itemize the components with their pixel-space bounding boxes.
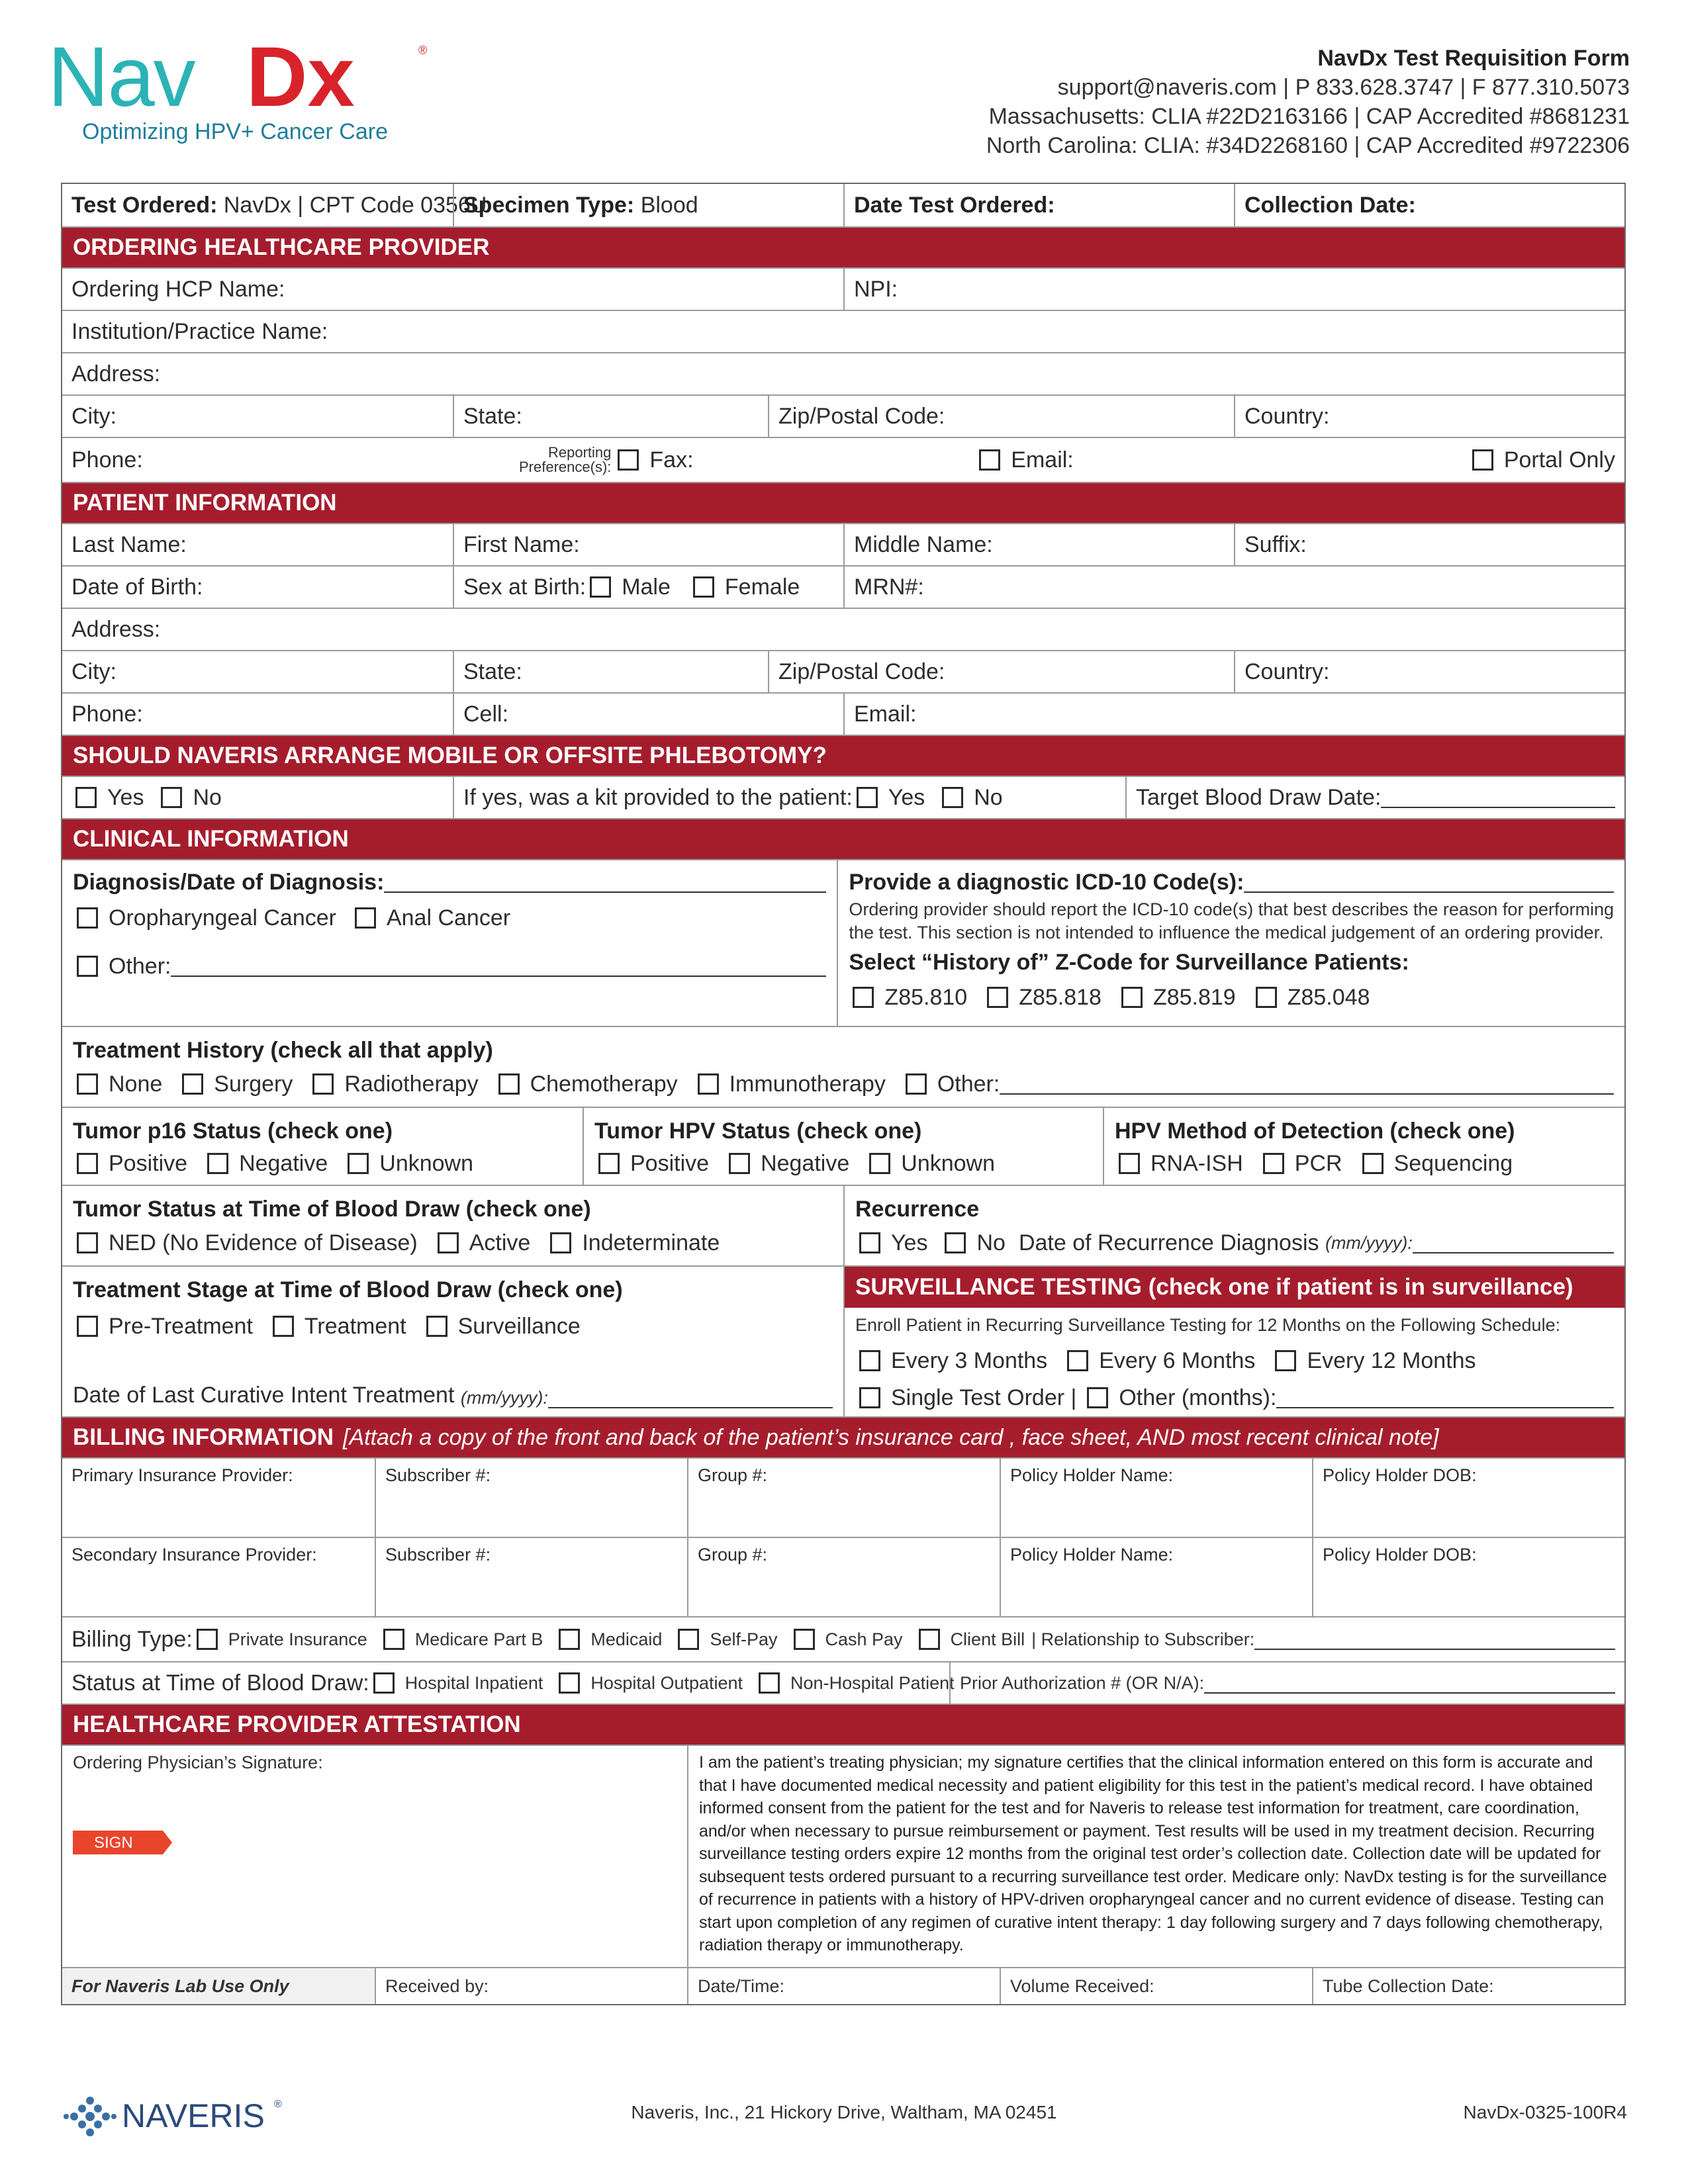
kit-no-label: No: [974, 784, 1003, 810]
dob-field[interactable]: [62, 567, 453, 608]
treatment-other-label: Other:: [937, 1071, 1000, 1097]
patient-cell-field[interactable]: [453, 694, 843, 735]
target-date-input[interactable]: [1381, 787, 1615, 808]
surveillance-other-input[interactable]: [1276, 1387, 1614, 1408]
treatment-history-title: Treatment History (check all that apply): [73, 1037, 493, 1063]
patient-phone-field[interactable]: [62, 694, 453, 735]
first-name-field[interactable]: [453, 524, 843, 565]
tumor-status-checkbox[interactable]: [550, 1232, 571, 1253]
diagnosis-other-checkbox[interactable]: [77, 956, 98, 977]
specimen-value: Blood: [640, 192, 698, 218]
primary-holder-dob-field[interactable]: [1312, 1459, 1624, 1537]
treatment-stage-title: Treatment Stage at Time of Blood Draw (check one): [73, 1277, 623, 1302]
billing-type-checkbox[interactable]: [559, 1629, 580, 1650]
billing-type-checkbox[interactable]: [197, 1629, 218, 1650]
stage-option-label: Pre-Treatment: [109, 1313, 253, 1339]
anal-cancer-label: Anal Cancer: [386, 905, 511, 931]
treatment-option-label: Radiotherapy: [344, 1071, 479, 1097]
tumor-status-option-label: Indeterminate: [582, 1230, 720, 1255]
kit-question-label: If yes, was a kit provided to the patient:: [463, 784, 853, 810]
p16-option-label: Negative: [239, 1150, 328, 1176]
stage-option-label: Surveillance: [457, 1313, 581, 1339]
logo-tagline: Optimizing HPV+ Cancer Care: [82, 119, 389, 144]
contact-line: support@naveris.com | P 833.628.3747 | F 877.310.5073: [1057, 75, 1630, 100]
prior-auth-input[interactable]: [1204, 1672, 1615, 1694]
provider-address-field[interactable]: [62, 353, 1624, 394]
provider-country-label: Country:: [1244, 403, 1330, 429]
recurrence-date-label: Date of Recurrence Diagnosis: [1018, 1230, 1319, 1255]
billing-type-label: Billing Type:: [71, 1626, 193, 1652]
single-test-label: Single Test Order: [891, 1385, 1065, 1410]
billing-type-option-label: Medicaid: [590, 1629, 663, 1649]
prior-auth-label: Prior Authorization # (OR N/A):: [960, 1672, 1205, 1693]
tumor-status-checkbox[interactable]: [438, 1232, 459, 1253]
dob-label: Date of Birth:: [71, 574, 203, 600]
primary-holder-name-field[interactable]: [1000, 1459, 1312, 1537]
reporting-line1: Reporting: [548, 444, 612, 461]
icd-note-2: the test. This section is not intended to influence the medical judgement of an ordering provider.: [849, 922, 1604, 942]
institution-field[interactable]: [62, 311, 1624, 352]
treatment-checkbox[interactable]: [498, 1073, 520, 1095]
provider-phone-row: [62, 437, 1624, 482]
p16-checkbox[interactable]: [348, 1153, 369, 1174]
method-checkbox[interactable]: [1263, 1153, 1284, 1174]
tube-collection-date-label: Tube Collection Date:: [1323, 1976, 1494, 1996]
target-date-label: Target Blood Draw Date:: [1136, 784, 1382, 810]
form-title: NavDx Test Requisition Form: [1317, 46, 1630, 71]
provider-city-label: City:: [71, 403, 117, 429]
surveillance-checkbox[interactable]: [859, 1350, 880, 1371]
billing-type-option-label: Self-Pay: [710, 1629, 778, 1649]
collection-date-label: Collection Date:: [1244, 192, 1416, 218]
provider-zip-field[interactable]: [768, 396, 1234, 437]
ma-accreditation: Massachusetts: CLIA #22D2163166 | CAP Accredited #8681231: [988, 104, 1630, 129]
male-checkbox[interactable]: [590, 576, 611, 598]
nc-accreditation: North Carolina: CLIA: #34D2268160 | CAP Accredited #9722306: [986, 133, 1630, 158]
surveillance-testing-title: SURVEILLANCE TESTING (check one if patient is in surveillance): [845, 1267, 1624, 1308]
kit-yes-checkbox[interactable]: [857, 787, 878, 808]
patient-phone-label: Phone:: [71, 701, 143, 727]
specimen-label: Specimen Type:: [463, 192, 635, 218]
provider-city-field[interactable]: [62, 396, 453, 437]
npi-field[interactable]: [843, 269, 1624, 310]
test-ordered-label: Test Ordered:: [71, 192, 218, 218]
hpv-option-label: Unknown: [901, 1150, 996, 1176]
secondary-holder-dob-label: Policy Holder DOB:: [1323, 1545, 1477, 1565]
single-test-checkbox[interactable]: [859, 1387, 880, 1408]
treatment-option-label: Surgery: [214, 1071, 293, 1097]
fax-label: Fax:: [649, 447, 694, 473]
diagnosis-other-input[interactable]: [171, 956, 826, 977]
last-treatment-label: Date of Last Curative Intent Treatment: [73, 1383, 455, 1408]
billing-type-option-label: Medicare Part B: [414, 1629, 543, 1649]
npi-label: NPI:: [854, 276, 898, 302]
treatment-checkbox[interactable]: [77, 1073, 98, 1095]
hpv-option-label: Negative: [761, 1150, 850, 1176]
surveillance-note: Enroll Patient in Recurring Surveillance Testing for 12 Months on the Following Schedule:: [855, 1314, 1561, 1335]
method-checkbox[interactable]: [1119, 1153, 1140, 1174]
stage-checkbox[interactable]: [273, 1316, 294, 1337]
header-contact: [986, 44, 1630, 160]
billing-type-option-label: Client Bill: [950, 1629, 1025, 1649]
first-name-label: First Name:: [463, 531, 580, 557]
method-option-label: RNA-ISH: [1150, 1150, 1243, 1176]
secondary-insurance-label: Secondary Insurance Provider:: [71, 1545, 317, 1565]
stage-option-label: Treatment: [304, 1313, 406, 1339]
hpv-checkbox[interactable]: [869, 1153, 890, 1174]
surveillance-separator: |: [1070, 1385, 1077, 1410]
recurrence-yes-label: Yes: [891, 1230, 928, 1255]
volume-received-field[interactable]: [1000, 1968, 1312, 2004]
navdx-logo: [48, 30, 445, 124]
secondary-holder-name-label: Policy Holder Name:: [1010, 1545, 1174, 1565]
billing-title: BILLING INFORMATION: [73, 1424, 334, 1450]
secondary-insurance-field[interactable]: [62, 1538, 375, 1616]
status-option-label: Hospital Outpatient: [590, 1672, 743, 1693]
surveillance-checkbox[interactable]: [1067, 1350, 1088, 1371]
female-label: Female: [724, 574, 800, 600]
hcp-name-label: Ordering HCP Name:: [71, 276, 285, 302]
recurrence-yes-checkbox[interactable]: [859, 1232, 880, 1253]
mrn-label: MRN#:: [854, 574, 924, 600]
billing-type-checkbox[interactable]: [383, 1629, 404, 1650]
p16-option-label: Unknown: [379, 1150, 474, 1176]
patient-zip-label: Zip/Postal Code:: [778, 659, 945, 684]
surveillance-option-label: Every 12 Months: [1307, 1347, 1476, 1373]
zcode-label: Z85.818: [1019, 984, 1102, 1010]
date-test-ordered-field[interactable]: [843, 184, 1234, 226]
test-info-row: [62, 184, 1624, 226]
provider-state-field[interactable]: [453, 396, 768, 437]
secondary-group-field[interactable]: [687, 1538, 1000, 1616]
zcode-checkbox[interactable]: [1121, 987, 1143, 1008]
billing-type-checkbox[interactable]: [919, 1629, 940, 1650]
recurrence-date-format: (mm/yyyy):: [1325, 1232, 1413, 1253]
icd-code-input[interactable]: [1244, 872, 1614, 893]
mrn-field[interactable]: [843, 567, 1624, 608]
date-ordered-label: Date Test Ordered:: [854, 192, 1055, 218]
p16-checkbox[interactable]: [77, 1153, 98, 1174]
zcode-checkbox[interactable]: [987, 987, 1008, 1008]
p16-checkbox[interactable]: [207, 1153, 228, 1174]
p16-option-label: Positive: [109, 1150, 188, 1176]
requisition-form: [61, 183, 1626, 2005]
provider-phone-field[interactable]: [62, 438, 519, 482]
primary-insurance-label: Primary Insurance Provider:: [71, 1465, 293, 1485]
surveillance-checkbox[interactable]: [1275, 1350, 1296, 1371]
primary-subscriber-label: Subscriber #:: [385, 1465, 491, 1485]
zcode-label: Z85.819: [1152, 984, 1236, 1010]
diagnosis-other-label: Other:: [109, 953, 171, 979]
middle-name-label: Middle Name:: [854, 531, 993, 557]
footer-address: Naveris, Inc., 21 Hickory Drive, Waltham, MA 02451: [631, 2102, 1057, 2122]
oropharyngeal-checkbox[interactable]: [77, 907, 98, 929]
volume-received-label: Volume Received:: [1010, 1976, 1154, 1996]
relationship-input[interactable]: [1254, 1629, 1615, 1650]
zcode-checkbox[interactable]: [853, 987, 874, 1008]
hpv-checkbox[interactable]: [729, 1153, 750, 1174]
patient-email-label: Email:: [854, 701, 917, 727]
stage-checkbox[interactable]: [426, 1316, 447, 1337]
zcode-label: Z85.810: [884, 984, 968, 1010]
date-time-field[interactable]: [687, 1968, 1000, 2004]
hcp-name-field[interactable]: [62, 269, 843, 310]
hpv-method-title: HPV Method of Detection (check one): [1115, 1118, 1515, 1144]
sign-tag-text: SIGN: [94, 1834, 133, 1852]
recurrence-no-label: No: [976, 1230, 1006, 1255]
phlebotomy-no-checkbox[interactable]: [161, 787, 182, 808]
patient-address-label: Address:: [71, 616, 161, 642]
zcode-checkbox[interactable]: [1256, 987, 1277, 1008]
naveris-registered: ®: [274, 2099, 282, 2110]
kit-yes-label: Yes: [888, 784, 925, 810]
billing-type-checkbox[interactable]: [794, 1629, 815, 1650]
reporting-preference-label: [519, 445, 611, 475]
hpv-checkbox[interactable]: [598, 1153, 620, 1174]
logo-nav-text: Nav: [48, 30, 195, 124]
tumor-status-title: Tumor Status at Time of Blood Draw (check one): [73, 1196, 591, 1222]
last-name-label: Last Name:: [71, 531, 187, 557]
secondary-holder-dob-field[interactable]: [1312, 1538, 1624, 1616]
icd-note-1: Ordering provider should report the ICD-10 code(s) that best describes the reason for performing: [849, 899, 1614, 919]
section-billing: [62, 1416, 1624, 1457]
last-treatment-format: (mm/yyyy):: [460, 1388, 548, 1408]
suffix-label: Suffix:: [1244, 531, 1307, 557]
primary-group-field[interactable]: [687, 1459, 1000, 1537]
suffix-field[interactable]: [1234, 524, 1624, 565]
patient-country-field[interactable]: [1234, 651, 1624, 692]
treatment-option-label: Immunotherapy: [729, 1071, 886, 1097]
recurrence-date-input[interactable]: [1413, 1232, 1614, 1253]
treatment-option-label: Chemotherapy: [530, 1071, 678, 1097]
treatment-checkbox[interactable]: [312, 1073, 334, 1095]
date-time-label: Date/Time:: [698, 1976, 785, 1996]
status-checkbox[interactable]: [373, 1672, 395, 1694]
provider-country-field[interactable]: [1234, 396, 1624, 437]
received-by-field[interactable]: [375, 1968, 687, 2004]
provider-state-label: State:: [463, 403, 522, 429]
method-option-label: PCR: [1294, 1150, 1342, 1176]
sign-here-tag: [73, 1831, 172, 1854]
recurrence-title: Recurrence: [855, 1196, 980, 1222]
reporting-line2: Preference(s):: [519, 459, 612, 475]
primary-group-label: Group #:: [698, 1465, 768, 1485]
zcode-label: Z85.048: [1287, 984, 1370, 1010]
fax-checkbox[interactable]: [618, 449, 639, 471]
provider-phone-label: Phone:: [71, 447, 143, 473]
patient-city-field[interactable]: [62, 651, 453, 692]
billing-type-option-label: Cash Pay: [825, 1629, 903, 1649]
signature-label: Ordering Physician’s Signature:: [73, 1752, 323, 1772]
secondary-group-label: Group #:: [698, 1545, 768, 1565]
signature-field[interactable]: [62, 1746, 687, 1967]
surveillance-other-label: Other (months):: [1119, 1385, 1277, 1410]
surveillance-option-label: Every 6 Months: [1099, 1347, 1256, 1373]
patient-city-label: City:: [71, 659, 117, 684]
tube-collection-date-field[interactable]: [1312, 1968, 1624, 2004]
section-attestation: HEALTHCARE PROVIDER ATTESTATION: [62, 1704, 1624, 1745]
patient-email-field[interactable]: [843, 694, 1624, 735]
surveillance-option-label: Every 3 Months: [891, 1347, 1048, 1373]
tumor-status-checkbox[interactable]: [77, 1232, 98, 1253]
anal-cancer-checkbox[interactable]: [355, 907, 376, 929]
test-ordered-value: NavDx | CPT Code 0356U: [223, 192, 487, 218]
status-option-label: Hospital Inpatient: [404, 1672, 543, 1693]
treatment-option-label: None: [109, 1071, 163, 1097]
phlebotomy-yes-checkbox[interactable]: [75, 787, 97, 808]
billing-note: [Attach a copy of the front and back of the patient’s insurance card , face sheet, AND most recent clinical note]: [343, 1424, 1439, 1450]
secondary-subscriber-label: Subscriber #:: [385, 1545, 491, 1565]
patient-state-field[interactable]: [453, 651, 768, 692]
hpv-status-title: Tumor HPV Status (check one): [594, 1118, 922, 1144]
stage-checkbox[interactable]: [77, 1316, 98, 1337]
middle-name-field[interactable]: [843, 524, 1234, 565]
patient-cell-label: Cell:: [463, 701, 509, 727]
treatment-other-input[interactable]: [1000, 1073, 1614, 1095]
portal-only-label: Portal Only: [1503, 447, 1615, 473]
relationship-label: | Relationship to Subscriber:: [1031, 1629, 1255, 1649]
logo-registered: ®: [418, 44, 428, 57]
phlebotomy-no-label: No: [193, 784, 222, 810]
primary-subscriber-field[interactable]: [375, 1459, 687, 1537]
patient-state-label: State:: [463, 659, 522, 684]
male-label: Male: [622, 574, 671, 600]
primary-holder-dob-label: Policy Holder DOB:: [1323, 1465, 1477, 1485]
method-option-label: Sequencing: [1393, 1150, 1513, 1176]
patient-address-field[interactable]: [62, 609, 1624, 650]
secondary-holder-name-field[interactable]: [1000, 1538, 1312, 1616]
naveris-wordmark: NAVERIS: [122, 2097, 265, 2134]
diagnosis-label: Diagnosis/Date of Diagnosis:: [73, 869, 385, 895]
billing-type-option-label: Private Insurance: [228, 1629, 367, 1649]
phlebotomy-yes-label: Yes: [107, 784, 144, 810]
status-option-label: Non-Hospital Patient: [790, 1672, 955, 1693]
kit-no-checkbox[interactable]: [942, 787, 963, 808]
zcode-title: Select “History of” Z-Code for Surveillance Patients:: [849, 949, 1409, 975]
primary-insurance-field[interactable]: [62, 1459, 375, 1537]
provider-address-label: Address:: [71, 361, 161, 387]
section-clinical: CLINICAL INFORMATION: [62, 818, 1624, 859]
sex-label: Sex at Birth:: [463, 574, 586, 600]
email-checkbox[interactable]: [979, 449, 1000, 471]
recurrence-no-checkbox[interactable]: [945, 1232, 966, 1253]
status-label: Status at Time of Blood Draw:: [71, 1670, 369, 1696]
surveillance-other-checkbox[interactable]: [1087, 1387, 1108, 1408]
status-checkbox[interactable]: [759, 1672, 780, 1694]
billing-type-checkbox[interactable]: [678, 1629, 699, 1650]
section-ordering-provider: ORDERING HEALTHCARE PROVIDER: [62, 226, 1624, 267]
email-label: Email:: [1011, 447, 1074, 473]
logo-dx-text: Dx: [246, 30, 355, 124]
last-treatment-input[interactable]: [548, 1387, 833, 1408]
hpv-option-label: Positive: [630, 1150, 710, 1176]
tumor-status-option-label: Active: [469, 1230, 531, 1255]
attestation-text: I am the patient’s treating physician; my signature certifies that the clinical information entered on this form is accurate and that I have documented medical necessity and patient eligibility for this test in the patient’s medical record. I have obtained informed consent from the patient for the test and for Naveris to release test information for treatment, care coordination, and/or when necessary to pursue reimbursement or payment. Test results will be used in my treatment decision. Recurring surveillance testing orders expire 12 months from the original test order’s collection date. Collection date will be updated for subsequent tests ordered pursuant to a recurring surveillance test order. Medicare only: NavDx testing is for the surveillance of recurrence in patients with a history of HPV-driven oropharyngeal cancer and no current evidence of disease. Testing can start upon completion of any regimen of curative intent therapy: 1 day following surgery and 7 days following chemotherapy, radiation therapy or immunotherapy.: [699, 1753, 1607, 1954]
status-checkbox[interactable]: [559, 1672, 580, 1694]
method-checkbox[interactable]: [1362, 1153, 1383, 1174]
section-patient-info: PATIENT INFORMATION: [62, 482, 1624, 523]
treatment-checkbox[interactable]: [182, 1073, 203, 1095]
diagnosis-input[interactable]: [384, 872, 826, 893]
patient-zip-field[interactable]: [768, 651, 1234, 692]
portal-only-checkbox[interactable]: [1472, 449, 1493, 471]
lab-use-title: For Naveris Lab Use Only: [71, 1976, 289, 1996]
footer-form-code: NavDx-0325-100R4: [1463, 2102, 1627, 2122]
treatment-checkbox[interactable]: [698, 1073, 719, 1095]
patient-country-label: Country:: [1244, 659, 1330, 684]
institution-label: Institution/Practice Name:: [71, 318, 328, 344]
provider-zip-label: Zip/Postal Code:: [778, 403, 945, 429]
treatment-other-checkbox[interactable]: [906, 1073, 927, 1095]
primary-holder-name-label: Policy Holder Name:: [1010, 1465, 1174, 1485]
received-by-label: Received by:: [385, 1976, 489, 1996]
last-name-field[interactable]: [62, 524, 453, 565]
oropharyngeal-label: Oropharyngeal Cancer: [109, 905, 336, 931]
section-phlebotomy: SHOULD NAVERIS ARRANGE MOBILE OR OFFSITE PHLEBOTOMY?: [62, 735, 1624, 776]
tumor-status-option-label: NED (No Evidence of Disease): [109, 1230, 418, 1255]
female-checkbox[interactable]: [693, 576, 714, 598]
icd-title: Provide a diagnostic ICD-10 Code(s):: [849, 869, 1244, 895]
secondary-subscriber-field[interactable]: [375, 1538, 687, 1616]
collection-date-field[interactable]: [1234, 184, 1624, 226]
p16-status-title: Tumor p16 Status (check one): [73, 1118, 393, 1144]
